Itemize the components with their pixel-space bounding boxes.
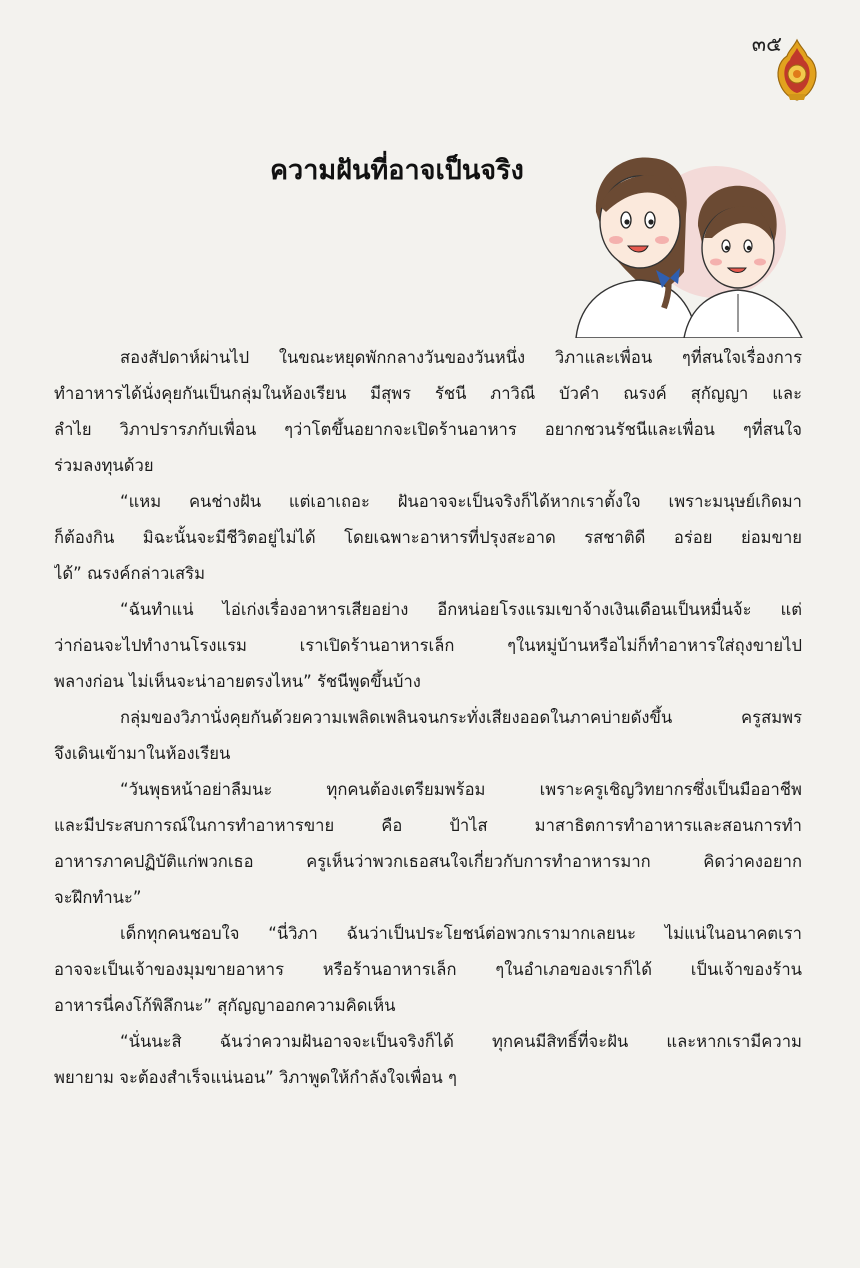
paragraph-line: ก็ต้องกิน มิฉะนั้นจะมีชีวิตอยู่ไม่ได้ โดยเฉพาะอาหารที่ปรุงสะอาด รสชาติดี อร่อย ย่อมขาย — [54, 528, 802, 547]
two-girls-illustration — [566, 142, 812, 338]
paragraph-line: ทำอาหารได้นั่งคุยกันเป็นกลุ่มในห้องเรียน มีสุพร รัชนี ภาวิณี บัวคำ ณรงค์ สุกัญญา และ — [54, 384, 802, 403]
paragraph-line: “นั่นนะสิ ฉันว่าความฝันอาจจะเป็นจริงก็ได้ ทุกคนมีสิทธิ์ที่จะฝัน และหากเรามีความ — [120, 1032, 802, 1051]
paragraph-line: “แหม คนช่างฝัน แต่เอาเถอะ ฝันอาจจะเป็นจริงก็ได้หากเราตั้งใจ เพราะมนุษย์เกิดมา — [120, 492, 802, 511]
paragraph-line: “ฉันทำแน่ ไอ่เก่งเรื่องอาหารเสียอย่าง อีกหน่อยโรงแรมเขาจ้างเงินเดือนเป็นหมื่นจ้ะ แต่ — [120, 600, 802, 619]
paragraph-line: อาหารนี่คงโก้พิลึกนะ” สุกัญญาออกความคิดเห็น — [54, 996, 396, 1015]
paragraph-line: เด็กทุกคนชอบใจ “นี่วิภา ฉันว่าเป็นประโยชน์ต่อพวกเรามากเลยนะ ไม่แน่ในอนาคตเรา — [120, 924, 802, 943]
paragraph-line: ว่าก่อนจะไปทำงานโรงแรม เราเปิดร้านอาหารเล็ก ๆในหมู่บ้านหรือไม่ก็ทำอาหารใส่ถุงขายไป — [54, 636, 802, 655]
paragraph-line: กลุ่มของวิภานั่งคุยกันด้วยความเพลิดเพลินจนกระทั่งเสียงออดในภาคบ่ายดังขึ้น ครูสมพร — [120, 708, 802, 727]
paragraph-line: อาจจะเป็นเจ้าของมุมขายอาหาร หรือร้านอาหารเล็ก ๆในอำเภอของเราก็ได้ เป็นเจ้าของร้าน — [54, 960, 802, 979]
paragraph-line: พลางก่อน ไม่เห็นจะน่าอายตรงไหน” รัชนีพูดขึ้นบ้าง — [54, 672, 421, 691]
paragraph-line: ได้” ณรงค์กล่าวเสริม — [54, 564, 206, 583]
paragraph-line: จะฝึกทำนะ” — [54, 888, 142, 907]
paragraph-line: “วันพุธหน้าอย่าลืมนะ ทุกคนต้องเตรียมพร้อม เพราะครูเชิญวิทยากรซึ่งเป็นมืออาชีพ — [120, 780, 802, 799]
paragraph-line: อาหารภาคปฏิบัติแก่พวกเธอ ครูเห็นว่าพวกเธอสนใจเกี่ยวกับการทำอาหารมาก คิดว่าคงอยาก — [54, 852, 802, 871]
paragraph-line: สองสัปดาห์ผ่านไป ในขณะหยุดพักกลางวันของวันหนึ่ง วิภาและเพื่อน ๆที่สนใจเรื่องการ — [120, 348, 802, 367]
paragraph-line: พยายาม จะต้องสำเร็จแน่นอน” วิภาพูดให้กำลังใจเพื่อน ๆ — [54, 1068, 457, 1087]
royal-emblem-icon — [774, 38, 820, 102]
story-body — [54, 340, 802, 1096]
paragraph-line: จึงเดินเข้ามาในห้องเรียน — [54, 744, 231, 763]
paragraph-line: ลำไย วิภาปรารภกับเพื่อน ๆว่าโตขึ้นอยากจะเปิดร้านอาหาร อยากชวนรัชนีและเพื่อน ๆที่สนใจ — [54, 420, 802, 439]
page-number: ๓๕ — [751, 32, 782, 56]
paragraph-line: ร่วมลงทุนด้วย — [54, 456, 154, 475]
page-title: ความฝันที่อาจเป็นจริง — [270, 155, 524, 186]
paragraph-line: และมีประสบการณ์ในการทำอาหารขาย คือ ป้าไส มาสาธิตการทำอาหารและสอนการทำ — [54, 816, 802, 835]
